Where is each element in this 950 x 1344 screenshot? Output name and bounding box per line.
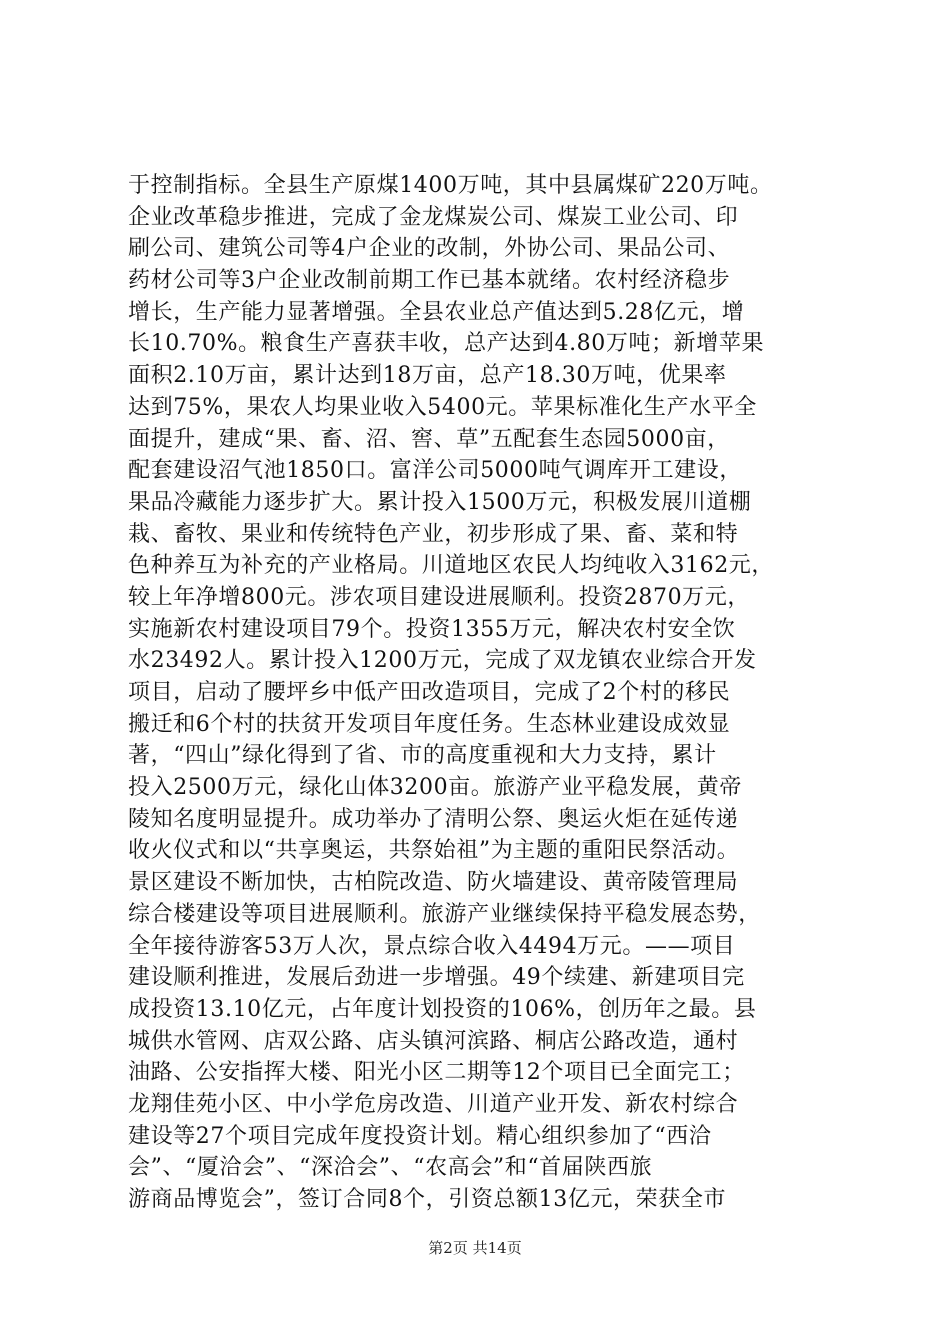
text-line: 收火仪式和以“共享奥运，共祭始祖”为主题的重阳民祭活动。	[128, 838, 740, 864]
text-line: 城供水管网、店双公路、店头镇河滨路、桐店公路改造，通村	[128, 1028, 739, 1054]
text-line: 较上年净增800元。涉农项目建设进展顺利。投资2870万元，	[128, 584, 750, 610]
text-line: 刷公司、建筑公司等4户企业的改制，外协公司、果品公司、	[128, 236, 731, 262]
text-line: 龙翔佳苑小区、中小学危房改造、川道产业开发、新农村综合	[128, 1091, 739, 1117]
text-line: 油路、公安指挥大楼、阳光小区二期等12个项目已全面完工；	[128, 1060, 745, 1086]
text-line: 成投资13.10亿元，占年度计划投资的106%，创历年之最。县	[128, 996, 757, 1022]
text-line: 著，“四山”绿化得到了省、市的高度重视和大力支持，累计	[128, 743, 717, 769]
text-line: 建设顺利推进，发展后劲进一步增强。49个续建、新建项目完	[128, 965, 745, 991]
text-line: 企业改革稳步推进，完成了金龙煤炭公司、煤炭工业公司、印	[128, 204, 739, 230]
text-line: 投入2500万元，绿化山体3200亩。旅游产业平稳发展，黄帝	[128, 775, 742, 801]
page-number-footer: 第2页 共14页	[428, 1239, 522, 1257]
text-line: 面提升，建成“果、畜、沼、窖、草”五配套生态园5000亩，	[128, 426, 730, 452]
text-line: 色种养互为补充的产业格局。川道地区农民人均纯收入3162元，	[128, 553, 774, 579]
text-line: 配套建设沼气池1850口。富洋公司5000吨气调库开工建设，	[128, 458, 742, 484]
text-line: 搬迁和6个村的扶贫开发项目年度任务。生态林业建设成效显	[128, 711, 731, 737]
text-line: 建设等27个项目完成年度投资计划。精心组织参加了“西洽	[128, 1123, 712, 1149]
text-line: 全年接待游客53万人次，景点综合收入4494万元。——项目	[128, 933, 736, 959]
text-line: 栽、畜牧、果业和传统特色产业，初步形成了果、畜、菜和特	[128, 521, 739, 547]
text-line: 景区建设不断加快，古柏院改造、防火墙建设、黄帝陵管理局	[128, 870, 739, 896]
text-line: 面积2.10万亩，累计达到18万亩，总产18.30万吨，优果率	[128, 363, 727, 389]
text-line: 药材公司等3户企业改制前期工作已基本就绪。农村经济稳步	[128, 268, 731, 294]
text-line: 达到75%，果农人均果业收入5400元。苹果标准化生产水平全	[128, 394, 757, 420]
text-line: 果品冷藏能力逐步扩大。累计投入1500万元，积极发展川道棚	[128, 489, 752, 515]
text-line: 综合楼建设等项目进展顺利。旅游产业继续保持平稳发展态势，	[128, 901, 761, 927]
text-line: 游商品博览会”，签订合同8个，引资总额13亿元，荣获全市	[128, 1187, 727, 1212]
body-text	[128, 170, 838, 1216]
text-line: 陵知名度明显提升。成功举办了清明公祭、奥运火炬在延传递	[128, 806, 739, 832]
text-line: 会”、“厦洽会”、“深洽会”、“农高会”和“首届陕西旅	[128, 1155, 653, 1181]
text-line: 实施新农村建设项目79个。投资1355万元，解决农村安全饮	[128, 616, 736, 642]
text-line: 于控制指标。全县生产原煤1400万吨，其中县属煤矿220万吨。	[128, 173, 773, 198]
text-line: 水23492人。累计投入1200万元，完成了双龙镇农业综合开发	[128, 648, 757, 674]
text-line: 增长，生产能力显著增强。全县农业总产值达到5.28亿元，增	[128, 299, 745, 325]
text-line: 项目，启动了腰坪乡中低产田改造项目，完成了2个村的移民	[128, 680, 731, 705]
text-line: 长10.70%。粮食生产喜获丰收，总产达到4.80万吨；新增苹果	[128, 331, 765, 357]
